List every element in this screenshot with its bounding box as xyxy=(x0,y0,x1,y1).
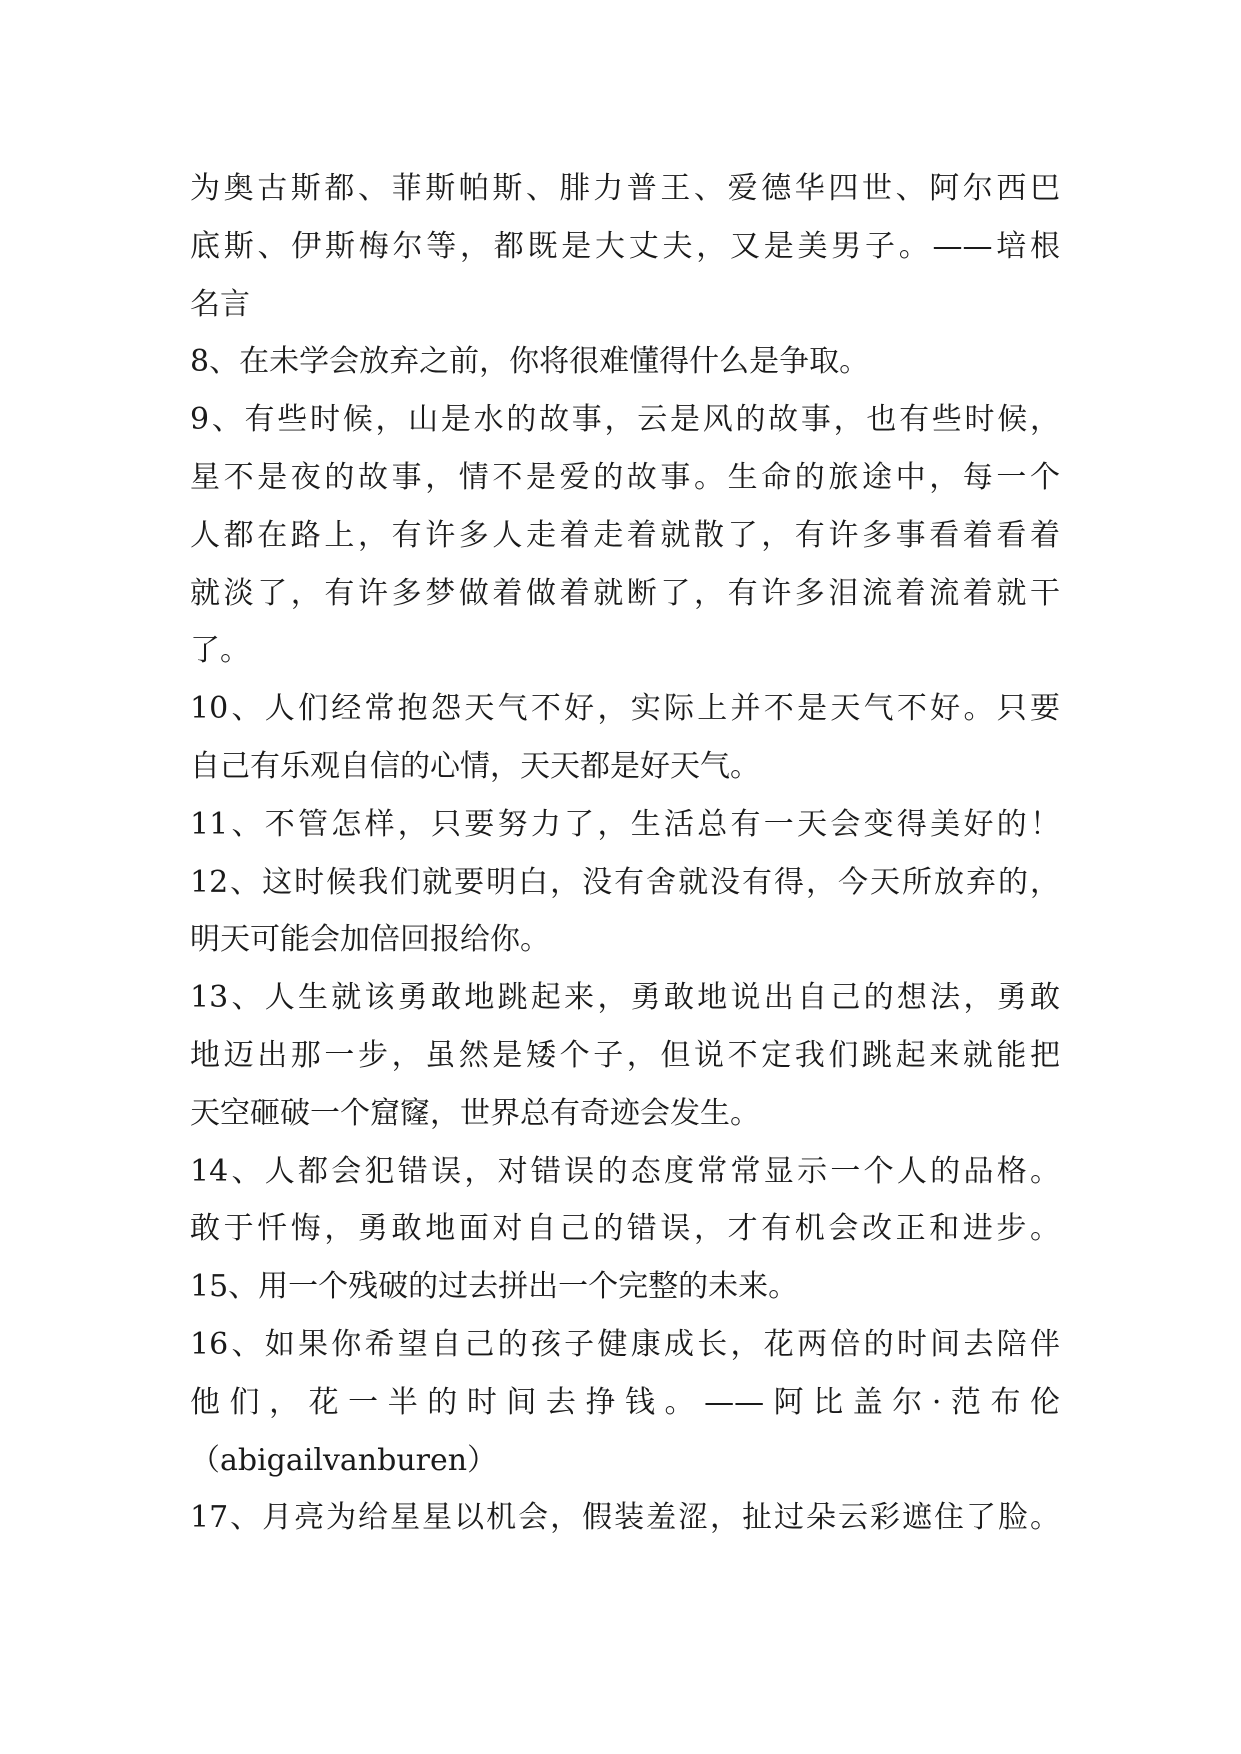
text-line: 人都在路上，有许多人走着走着就散了，有许多事看着看着 xyxy=(190,517,1060,553)
text-line: 17、月亮为给星星以机会，假装羞涩，扯过朵云彩遮住了脸。 xyxy=(190,1500,1060,1536)
text-line: 自己有乐观自信的心情，天天都是好天气。 xyxy=(190,748,760,784)
text-line: 9、有些时候，山是水的故事，云是风的故事，也有些时候， xyxy=(190,402,1060,438)
text-line: 就淡了，有许多梦做着做着就断了，有许多泪流着流着就干 xyxy=(190,575,1060,611)
text-line: 地迈出那一步，虽然是矮个子，但说不定我们跳起来就能把 xyxy=(190,1037,1060,1073)
text-line: 明天可能会加倍回报给你。 xyxy=(190,922,550,958)
text-line: 了。 xyxy=(190,633,250,669)
text-line: 星不是夜的故事，情不是爱的故事。生命的旅途中，每一个 xyxy=(190,459,1060,495)
text-line: 底斯、伊斯梅尔等，都既是大丈夫，又是美男子。——培根 xyxy=(190,228,1060,264)
text-line: （abigailvanburen） xyxy=(190,1442,498,1478)
text-line: 15、用一个残破的过去拼出一个完整的未来。 xyxy=(190,1269,799,1305)
text-line: 12、这时候我们就要明白，没有舍就没有得，今天所放弃的， xyxy=(190,864,1060,900)
text-line: 为奥古斯都、菲斯帕斯、腓力普王、爱德华四世、阿尔西巴 xyxy=(190,171,1060,206)
text-line: 14、人都会犯错误，对错误的态度常常显示一个人的品格。 xyxy=(190,1153,1060,1189)
text-line: 11、不管怎样，只要努力了，生活总有一天会变得美好的！ xyxy=(190,806,1060,842)
text-line: 8、在未学会放弃之前，你将很难懂得什么是争取。 xyxy=(190,344,870,380)
text-line: 名言 xyxy=(190,286,250,322)
text-line: 他们，花一半的时间去挣钱。——阿比盖尔·范布伦 xyxy=(190,1384,1060,1420)
text-line: 敢于忏悔，勇敢地面对自己的错误，才有机会改正和进步。 xyxy=(190,1211,1060,1247)
text-line: 13、人生就该勇敢地跳起来，勇敢地说出自己的想法，勇敢 xyxy=(190,980,1060,1016)
text-line: 10、人们经常抱怨天气不好，实际上并不是天气不好。只要 xyxy=(190,691,1060,727)
text-line: 16、如果你希望自己的孩子健康成长，花两倍的时间去陪伴 xyxy=(190,1326,1060,1362)
document-body xyxy=(190,160,1060,1547)
text-line: 天空砸破一个窟窿，世界总有奇迹会发生。 xyxy=(190,1095,760,1131)
